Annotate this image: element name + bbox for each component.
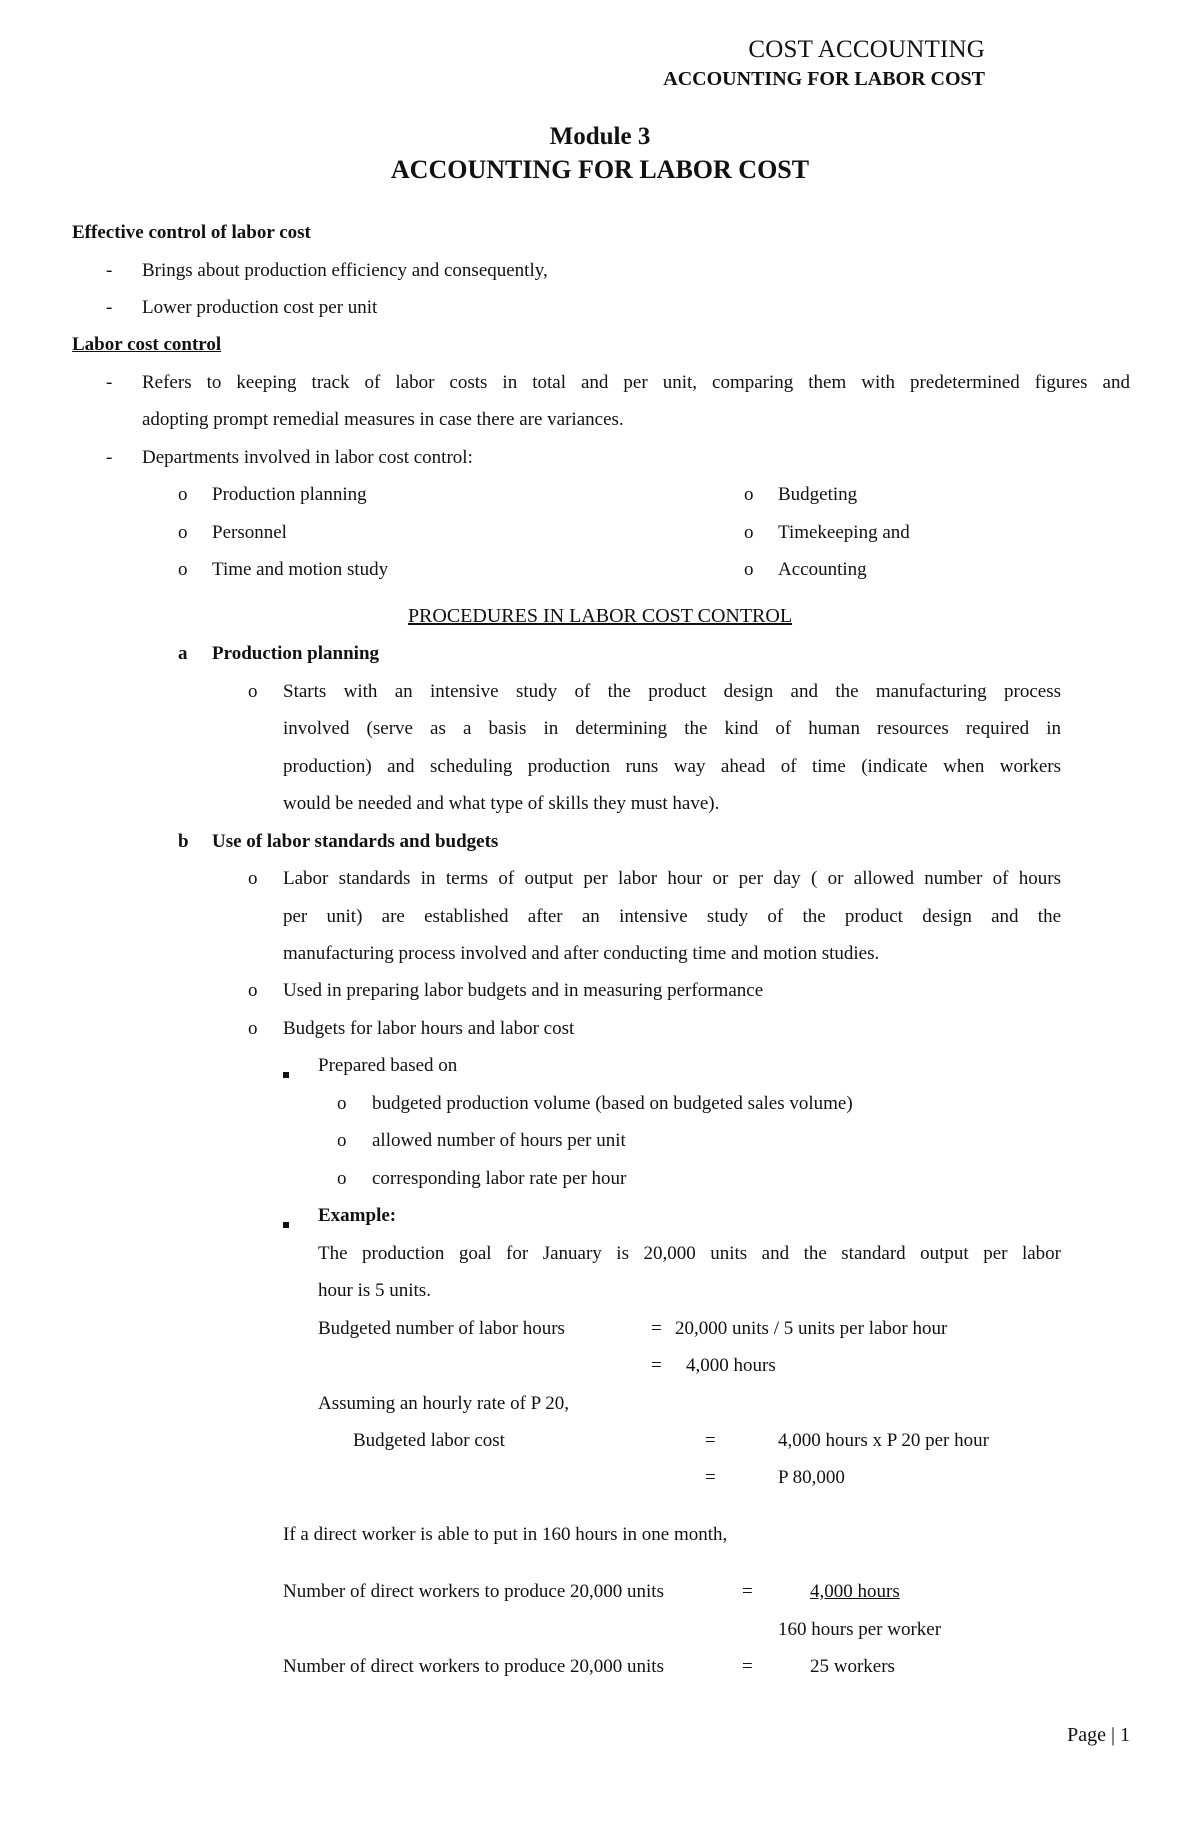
equals-sign: = bbox=[705, 1430, 716, 1451]
basis-item-1: budgeted production volume (based on budgeted sales volume) bbox=[372, 1093, 853, 1114]
circle-bullet: o bbox=[337, 1130, 347, 1151]
circle-bullet: o bbox=[248, 868, 258, 889]
procedure-letter-a: a bbox=[178, 643, 188, 664]
dash-marker: - bbox=[106, 297, 113, 318]
basis-item-2: allowed number of hours per unit bbox=[372, 1130, 626, 1151]
square-bullet bbox=[283, 1212, 289, 1234]
dash-marker: - bbox=[106, 447, 113, 468]
procedure-a-line-2: involved (serve as a basis in determining the kind of human resources required in bbox=[283, 718, 1061, 739]
module-number: Module 3 bbox=[549, 123, 651, 150]
procedure-a-line-3: production) and scheduling production runs way ahead of time (indicate when workers bbox=[283, 756, 1061, 777]
circle-bullet: o bbox=[744, 559, 754, 580]
procedure-b-p1-line-1: Labor standards in terms of output per labor hour or per day ( or allowed number of hours bbox=[283, 868, 1061, 889]
prepared-based-on: Prepared based on bbox=[318, 1055, 458, 1076]
dash-marker: - bbox=[106, 372, 113, 393]
budgeted-hours-result: 4,000 hours bbox=[686, 1355, 776, 1376]
procedure-a-line-1: Starts with an intensive study of the product design and the manufacturing process bbox=[283, 681, 1061, 702]
course-title: COST ACCOUNTING bbox=[748, 36, 985, 63]
workers-fraction-denominator: 160 hours per worker bbox=[778, 1619, 942, 1640]
procedure-b-p2: Used in preparing labor budgets and in measuring performance bbox=[283, 980, 764, 1001]
procedure-a-line-4: would be needed and what type of skills they must have). bbox=[283, 793, 720, 814]
effective-item-1: Brings about production efficiency and consequently, bbox=[142, 260, 548, 281]
procedure-letter-b: b bbox=[178, 831, 189, 852]
circle-bullet: o bbox=[178, 522, 188, 543]
budgeted-cost-label: Budgeted labor cost bbox=[353, 1430, 505, 1451]
hourly-rate-line: Assuming an hourly rate of P 20, bbox=[318, 1393, 570, 1414]
example-label: Example: bbox=[318, 1205, 397, 1226]
dash-marker: - bbox=[106, 260, 113, 281]
labor-cost-control-heading: Labor cost control bbox=[72, 334, 222, 355]
departments-intro: Departments involved in labor cost control: bbox=[142, 447, 473, 468]
budgeted-cost-calc: 4,000 hours x P 20 per hour bbox=[778, 1430, 989, 1451]
equals-sign: = bbox=[742, 1581, 753, 1602]
department-personnel: Personnel bbox=[212, 522, 287, 543]
procedure-b-title: Use of labor standards and budgets bbox=[212, 831, 499, 852]
circle-bullet: o bbox=[178, 559, 188, 580]
budgeted-cost-result: P 80,000 bbox=[778, 1467, 845, 1488]
budgeted-hours-label: Budgeted number of labor hours bbox=[318, 1318, 565, 1339]
workers-label-1: Number of direct workers to produce 20,000 units bbox=[283, 1581, 664, 1602]
basis-item-3: corresponding labor rate per hour bbox=[372, 1168, 627, 1189]
department-time-motion: Time and motion study bbox=[212, 559, 389, 580]
circle-bullet: o bbox=[744, 522, 754, 543]
department-budgeting: Budgeting bbox=[778, 484, 858, 505]
procedure-b-p1-line-2: per unit) are established after an intensive study of the product design and the bbox=[283, 906, 1061, 927]
equals-sign: = bbox=[705, 1467, 716, 1488]
budgeted-hours-calc: 20,000 units / 5 units per labor hour bbox=[675, 1318, 948, 1339]
control-paragraph-line-2: adopting prompt remedial measures in case there are variances. bbox=[142, 409, 624, 430]
equals-sign: = bbox=[651, 1355, 662, 1376]
equals-sign: = bbox=[651, 1318, 662, 1339]
department-production-planning: Production planning bbox=[212, 484, 367, 505]
topic-title: ACCOUNTING FOR LABOR COST bbox=[663, 68, 985, 90]
procedure-b-p3: Budgets for labor hours and labor cost bbox=[283, 1018, 575, 1039]
procedure-a-title: Production planning bbox=[212, 643, 380, 664]
page-number: Page | 1 bbox=[1067, 1724, 1130, 1746]
effective-control-heading: Effective control of labor cost bbox=[72, 222, 311, 243]
effective-item-2: Lower production cost per unit bbox=[142, 297, 378, 318]
workers-result: 25 workers bbox=[810, 1656, 895, 1677]
workers-label-2: Number of direct workers to produce 20,000 units bbox=[283, 1656, 664, 1677]
worker-hours-line: If a direct worker is able to put in 160 hours in one month, bbox=[283, 1524, 728, 1545]
circle-bullet: o bbox=[248, 980, 258, 1001]
circle-bullet: o bbox=[178, 484, 188, 505]
square-bullet bbox=[283, 1062, 289, 1084]
module-heading: ACCOUNTING FOR LABOR COST bbox=[390, 155, 810, 184]
workers-fraction-numerator: 4,000 hours bbox=[810, 1581, 900, 1602]
circle-bullet: o bbox=[248, 681, 258, 702]
circle-bullet: o bbox=[248, 1018, 258, 1039]
procedures-heading: PROCEDURES IN LABOR COST CONTROL bbox=[407, 605, 793, 627]
control-paragraph-line-1: Refers to keeping track of labor costs in total and per unit, comparing them with predetermined figures and bbox=[142, 372, 1130, 393]
example-line-2: hour is 5 units. bbox=[318, 1280, 431, 1301]
circle-bullet: o bbox=[337, 1168, 347, 1189]
equals-sign: = bbox=[742, 1656, 753, 1677]
example-line-1: The production goal for January is 20,000 units and the standard output per labor bbox=[318, 1243, 1061, 1264]
circle-bullet: o bbox=[744, 484, 754, 505]
procedure-b-p1-line-3: manufacturing process involved and after conducting time and motion studies. bbox=[283, 943, 880, 964]
circle-bullet: o bbox=[337, 1093, 347, 1114]
department-timekeeping: Timekeeping and bbox=[778, 522, 910, 543]
department-accounting: Accounting bbox=[778, 559, 867, 580]
